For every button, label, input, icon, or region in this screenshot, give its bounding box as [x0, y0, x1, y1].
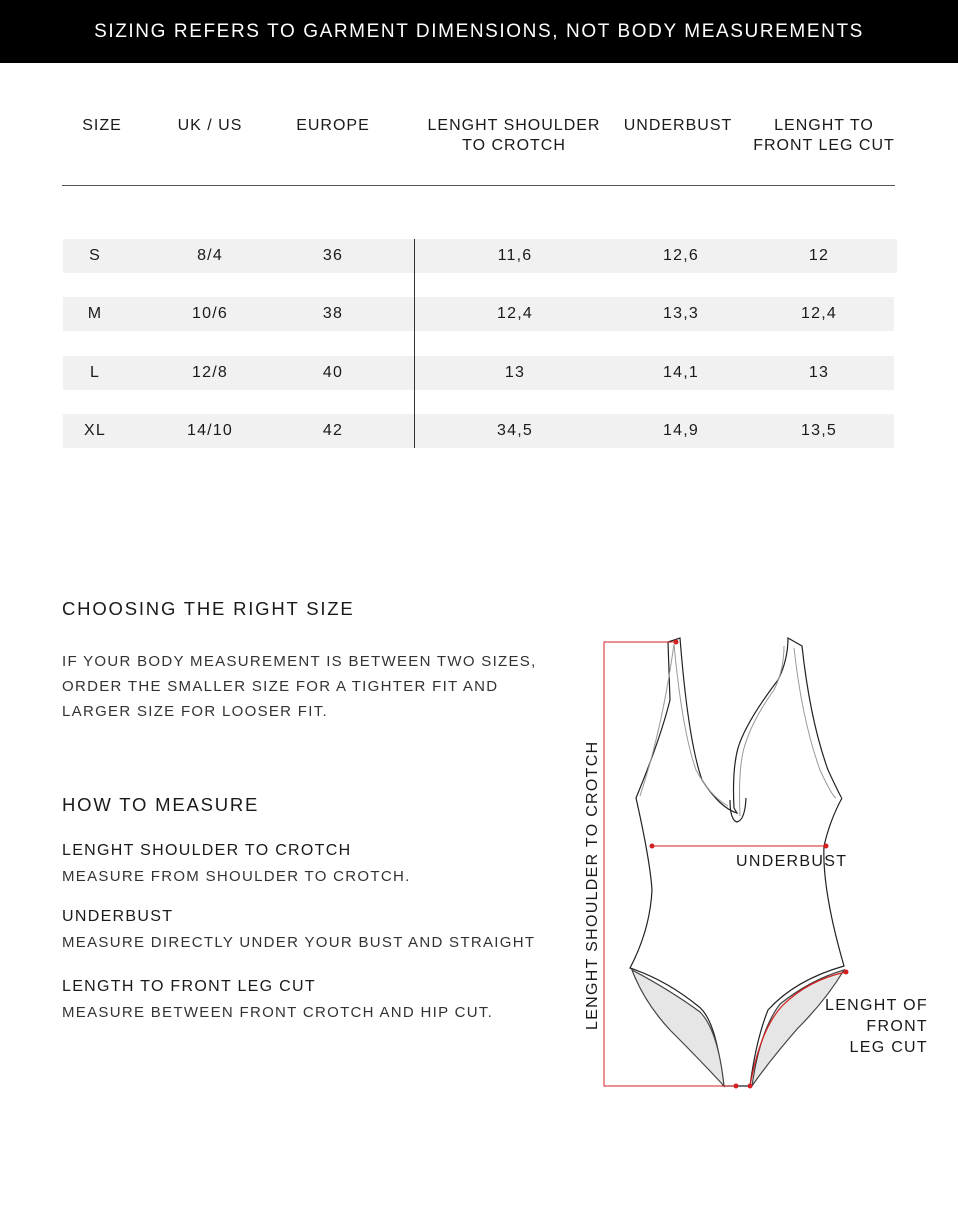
measure-desc-underbust: MEASURE DIRECTLY UNDER YOUR BUST AND STRAIGHT — [62, 934, 536, 951]
cell-size: L — [89, 364, 101, 381]
header-divider — [62, 185, 895, 186]
cell-underbust: 14,1 — [663, 364, 699, 381]
measure-label-legcut: LENGTH TO FRONT LEG CUT — [62, 978, 316, 995]
table-row — [63, 414, 894, 448]
measure-label-shoulder: LENGHT SHOULDER TO CROTCH — [62, 842, 352, 859]
choosing-line: IF YOUR BODY MEASUREMENT IS BETWEEN TWO SIZES, — [62, 653, 537, 670]
leg-cut-label-line1: LENGHT OF — [825, 997, 928, 1014]
cell-shoulder: 13 — [504, 364, 526, 381]
shoulder-crotch-label: LENGHT SHOULDER TO CROTCH — [584, 740, 601, 1030]
cell-legcut: 12 — [808, 247, 830, 264]
cell-uk-us: 8/4 — [197, 247, 223, 264]
cell-underbust: 14,9 — [663, 422, 699, 439]
header-leg-cut — [744, 116, 904, 156]
underbust-point-right — [824, 844, 829, 849]
cell-europe: 36 — [322, 247, 344, 264]
table-row — [63, 297, 894, 331]
measure-label-underbust: UNDERBUST — [62, 908, 174, 925]
shoulder-point — [674, 640, 679, 645]
measure-title: HOW TO MEASURE — [62, 794, 260, 815]
header-size: SIZE — [82, 117, 122, 134]
header-shoulder-crotch — [414, 116, 614, 156]
choosing-line: ORDER THE SMALLER SIZE FOR A TIGHTER FIT AND — [62, 678, 499, 695]
cell-europe: 42 — [322, 422, 344, 439]
cell-underbust: 13,3 — [663, 305, 699, 322]
cell-uk-us: 12/8 — [192, 364, 228, 381]
header-legcut-line1: LENGHT TO — [774, 117, 874, 134]
underbust-point-left — [650, 844, 655, 849]
cell-shoulder: 11,6 — [497, 247, 533, 264]
cell-size: XL — [84, 422, 106, 439]
info-banner — [0, 0, 958, 63]
leg-cut-point-top — [844, 970, 849, 975]
measure-desc-shoulder: MEASURE FROM SHOULDER TO CROTCH. — [62, 868, 411, 885]
leg-cut-label-line3: LEG CUT — [849, 1039, 928, 1056]
cell-legcut: 13 — [808, 364, 830, 381]
cell-uk-us: 10/6 — [192, 305, 228, 322]
underbust-label: UNDERBUST — [736, 853, 848, 870]
cell-legcut: 13,5 — [801, 422, 837, 439]
choosing-title: CHOOSING THE RIGHT SIZE — [62, 598, 355, 619]
measure-desc-legcut: MEASURE BETWEEN FRONT CROTCH AND HIP CUT. — [62, 1004, 494, 1021]
cell-uk-us: 14/10 — [186, 422, 234, 439]
cell-size: S — [89, 247, 101, 264]
cell-legcut: 12,4 — [801, 305, 837, 322]
cell-underbust: 12,6 — [663, 247, 699, 264]
leg-cut-label-line2: FRONT — [866, 1018, 928, 1035]
header-uk-us: UK / US — [177, 117, 243, 134]
table-row — [63, 356, 894, 390]
cell-europe: 38 — [322, 305, 344, 322]
header-shoulder-line2: TO CROTCH — [462, 137, 566, 154]
header-europe: EUROPE — [296, 117, 370, 134]
header-underbust: UNDERBUST — [623, 117, 733, 134]
choosing-line: LARGER SIZE FOR LOOSER FIT. — [62, 703, 328, 720]
leg-cut-point-bottom — [748, 1084, 753, 1089]
cell-shoulder: 12,4 — [497, 305, 533, 322]
cell-europe: 40 — [322, 364, 344, 381]
header-shoulder-line1: LENGHT SHOULDER — [427, 117, 601, 134]
column-divider — [414, 239, 415, 448]
leg-cut-label — [808, 995, 928, 1058]
crotch-point — [734, 1084, 739, 1089]
choosing-text — [62, 649, 537, 724]
banner-text: SIZING REFERS TO GARMENT DIMENSIONS, NOT BODY MEASUREMENTS — [94, 20, 864, 42]
table-row — [63, 239, 897, 273]
cell-size: M — [87, 305, 103, 322]
header-legcut-line2: FRONT LEG CUT — [753, 137, 895, 154]
cell-shoulder: 34,5 — [497, 422, 533, 439]
